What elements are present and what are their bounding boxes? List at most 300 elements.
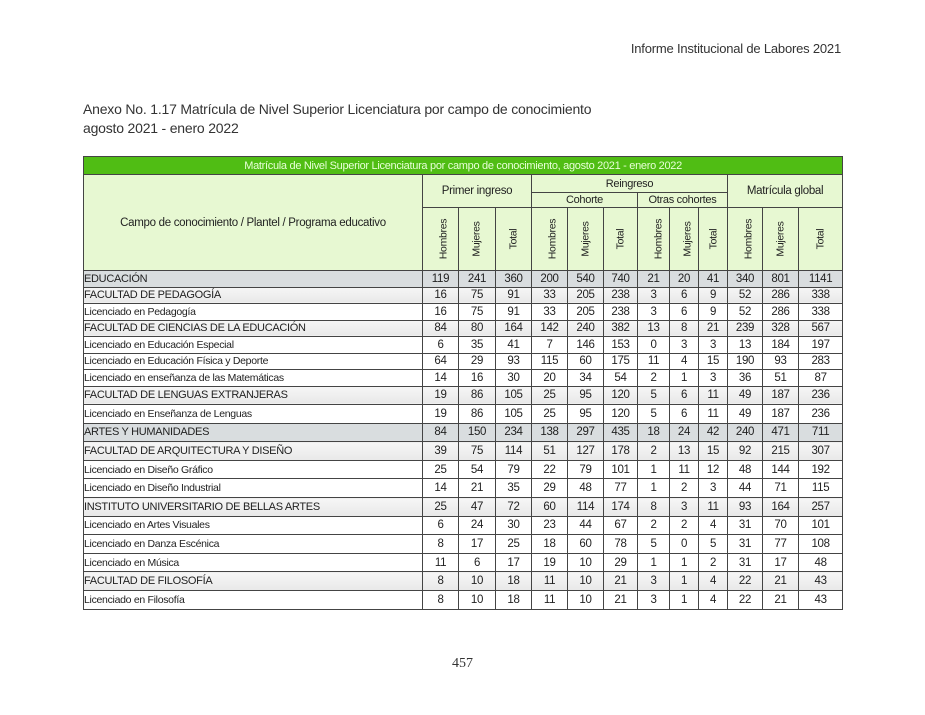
cell-value: 234 <box>496 423 532 442</box>
cell-value: 114 <box>568 498 604 517</box>
cell-value: 200 <box>532 271 568 288</box>
cell-value: 21 <box>604 572 638 591</box>
cell-value: 72 <box>496 498 532 517</box>
program-row <box>84 370 843 387</box>
cell-value: 1 <box>638 460 670 479</box>
faculty-row <box>84 287 843 304</box>
cell-value: 21 <box>699 320 728 337</box>
cell-value: 120 <box>604 405 638 424</box>
cell-value: 13 <box>670 442 699 461</box>
cell-value: 33 <box>532 304 568 321</box>
cell-value: 4 <box>699 516 728 535</box>
row-label: INSTITUTO UNIVERSITARIO DE BELLAS ARTES <box>84 498 423 517</box>
cell-value: 25 <box>532 386 568 405</box>
cell-value: 10 <box>568 553 604 572</box>
cell-value: 153 <box>604 337 638 354</box>
cell-value: 20 <box>670 271 699 288</box>
cell-value: 257 <box>799 498 843 517</box>
cell-value: 22 <box>532 460 568 479</box>
row-label: Licenciado en Educación Física y Deporte <box>84 353 423 370</box>
cell-value: 238 <box>604 304 638 321</box>
cell-value: 29 <box>532 479 568 498</box>
cell-value: 184 <box>763 337 799 354</box>
cell-value: 48 <box>728 460 763 479</box>
cell-value: 16 <box>459 370 496 387</box>
cell-value: 67 <box>604 516 638 535</box>
group-header-reingreso: Reingreso <box>532 175 728 193</box>
faculty-row <box>84 442 843 461</box>
cell-value: 18 <box>496 572 532 591</box>
cell-value: 87 <box>799 370 843 387</box>
cell-value: 101 <box>799 516 843 535</box>
cell-value: 174 <box>604 498 638 517</box>
cell-value: 42 <box>699 423 728 442</box>
cell-value: 105 <box>496 386 532 405</box>
row-label: Licenciado en Diseño Industrial <box>84 479 423 498</box>
cell-value: 5 <box>638 386 670 405</box>
cell-value: 86 <box>459 405 496 424</box>
cell-value: 18 <box>638 423 670 442</box>
cell-value: 10 <box>459 591 496 610</box>
cell-value: 115 <box>532 353 568 370</box>
cell-value: 190 <box>728 353 763 370</box>
caption-line-1: Anexo No. 1.17 Matrícula de Nivel Superior Licenciatura por campo de conocimiento <box>83 101 592 117</box>
cell-value: 14 <box>423 479 459 498</box>
cell-value: 75 <box>459 304 496 321</box>
program-row <box>84 479 843 498</box>
cell-value: 47 <box>459 498 496 517</box>
program-row <box>84 553 843 572</box>
cell-value: 54 <box>604 370 638 387</box>
cell-value: 48 <box>568 479 604 498</box>
cell-value: 41 <box>496 337 532 354</box>
cell-value: 283 <box>799 353 843 370</box>
cell-value: 93 <box>763 353 799 370</box>
cell-value: 3 <box>699 370 728 387</box>
cell-value: 43 <box>799 591 843 610</box>
group-header-primer-ingreso: Primer ingreso <box>423 175 532 208</box>
cell-value: 95 <box>568 405 604 424</box>
cell-value: 178 <box>604 442 638 461</box>
cell-value: 8 <box>423 591 459 610</box>
cell-value: 146 <box>568 337 604 354</box>
cell-value: 120 <box>604 386 638 405</box>
cell-value: 9 <box>699 287 728 304</box>
row-label: Licenciado en Música <box>84 553 423 572</box>
faculty-row <box>84 386 843 405</box>
row-label: FACULTAD DE PEDAGOGÍA <box>84 287 423 304</box>
sub-header-label: Hombres <box>546 218 559 260</box>
sub-header-label: Mujeres <box>471 221 483 257</box>
cell-value: 11 <box>699 405 728 424</box>
sub-header-label: Mujeres <box>774 221 787 257</box>
cell-value: 16 <box>423 287 459 304</box>
cell-value: 49 <box>728 386 763 405</box>
sub-header-label: Hombres <box>437 218 450 260</box>
sub-header-label: Hombres <box>652 218 665 260</box>
cell-value: 6 <box>670 304 699 321</box>
program-row <box>84 516 843 535</box>
table-caption <box>83 100 591 138</box>
cell-value: 84 <box>423 423 459 442</box>
cell-value: 175 <box>604 353 638 370</box>
cell-value: 7 <box>532 337 568 354</box>
cell-value: 18 <box>496 591 532 610</box>
cell-value: 2 <box>670 516 699 535</box>
cell-value: 30 <box>496 370 532 387</box>
category-row <box>84 423 843 442</box>
row-label: Licenciado en enseñanza de las Matemáticas <box>84 370 423 387</box>
sub-header-label: Hombres <box>742 218 755 260</box>
cell-value: 52 <box>728 304 763 321</box>
cell-value: 6 <box>423 337 459 354</box>
cell-value: 36 <box>728 370 763 387</box>
cell-value: 1 <box>670 370 699 387</box>
cell-value: 13 <box>638 320 670 337</box>
cell-value: 31 <box>728 535 763 554</box>
cell-value: 115 <box>799 479 843 498</box>
cell-value: 21 <box>604 591 638 610</box>
cell-value: 91 <box>496 304 532 321</box>
sub-header-mujeres <box>459 208 496 271</box>
cell-value: 238 <box>604 287 638 304</box>
sub-header-hombres <box>728 208 763 271</box>
cell-value: 91 <box>496 287 532 304</box>
category-row <box>84 271 843 288</box>
row-label: Licenciado en Pedagogía <box>84 304 423 321</box>
row-label: EDUCACIÓN <box>84 271 423 288</box>
cell-value: 60 <box>532 498 568 517</box>
cell-value: 34 <box>568 370 604 387</box>
cell-value: 21 <box>459 479 496 498</box>
sub-header-label: Total <box>814 228 827 250</box>
cell-value: 2 <box>638 516 670 535</box>
cell-value: 22 <box>728 591 763 610</box>
cell-value: 3 <box>638 591 670 610</box>
sub-header-hombres <box>423 208 459 271</box>
cell-value: 11 <box>670 460 699 479</box>
sub-header-mujeres <box>670 208 699 271</box>
cell-value: 142 <box>532 320 568 337</box>
sub-header-label: Total <box>707 228 719 250</box>
cell-value: 241 <box>459 271 496 288</box>
cell-value: 29 <box>459 353 496 370</box>
cell-value: 33 <box>532 287 568 304</box>
cell-value: 11 <box>638 353 670 370</box>
cell-value: 35 <box>459 337 496 354</box>
group-header-matricula-global: Matrícula global <box>728 175 843 208</box>
cell-value: 10 <box>568 572 604 591</box>
cell-value: 286 <box>763 287 799 304</box>
sub-header-label: Mujeres <box>681 221 694 257</box>
cell-value: 5 <box>699 535 728 554</box>
cell-value: 64 <box>423 353 459 370</box>
cell-value: 2 <box>638 442 670 461</box>
cell-value: 138 <box>532 423 568 442</box>
program-row <box>84 460 843 479</box>
cell-value: 119 <box>423 271 459 288</box>
cell-value: 1 <box>638 479 670 498</box>
cell-value: 95 <box>568 386 604 405</box>
cell-value: 435 <box>604 423 638 442</box>
cell-value: 17 <box>496 553 532 572</box>
cell-value: 8 <box>423 572 459 591</box>
cell-value: 51 <box>763 370 799 387</box>
cell-value: 3 <box>638 287 670 304</box>
cell-value: 11 <box>423 553 459 572</box>
cell-value: 2 <box>699 553 728 572</box>
program-row <box>84 337 843 354</box>
column-header-campo: Campo de conocimiento / Plantel / Programa educativo <box>84 175 423 271</box>
faculty-row <box>84 572 843 591</box>
table-title: Matrícula de Nivel Superior Licenciatura por campo de conocimiento, agosto 2021 - enero 2022 <box>84 157 843 175</box>
cell-value: 1 <box>638 553 670 572</box>
cell-value: 205 <box>568 304 604 321</box>
cell-value: 567 <box>799 320 843 337</box>
cell-value: 239 <box>728 320 763 337</box>
sub-header-label: Total <box>507 228 520 250</box>
sub-header-total <box>496 208 532 271</box>
cell-value: 80 <box>459 320 496 337</box>
cell-value: 164 <box>496 320 532 337</box>
cell-value: 93 <box>728 498 763 517</box>
row-label: Licenciado en Danza Escénica <box>84 535 423 554</box>
cell-value: 60 <box>568 535 604 554</box>
cell-value: 70 <box>763 516 799 535</box>
cell-value: 49 <box>728 405 763 424</box>
cell-value: 60 <box>568 353 604 370</box>
cell-value: 1141 <box>799 271 843 288</box>
cell-value: 13 <box>728 337 763 354</box>
cell-value: 29 <box>604 553 638 572</box>
cell-value: 25 <box>423 498 459 517</box>
cell-value: 75 <box>459 442 496 461</box>
cell-value: 3 <box>638 572 670 591</box>
sub-header-total <box>604 208 638 271</box>
cell-value: 6 <box>670 405 699 424</box>
cell-value: 15 <box>699 353 728 370</box>
program-row <box>84 591 843 610</box>
cell-value: 20 <box>532 370 568 387</box>
program-row <box>84 535 843 554</box>
cell-value: 205 <box>568 287 604 304</box>
row-label: Licenciado en Educación Especial <box>84 337 423 354</box>
cell-value: 19 <box>532 553 568 572</box>
enrollment-table <box>83 156 843 610</box>
cell-value: 2 <box>670 479 699 498</box>
cell-value: 14 <box>423 370 459 387</box>
cell-value: 93 <box>496 353 532 370</box>
cell-value: 4 <box>699 591 728 610</box>
cell-value: 17 <box>763 553 799 572</box>
cell-value: 21 <box>763 572 799 591</box>
cell-value: 105 <box>496 405 532 424</box>
cell-value: 108 <box>799 535 843 554</box>
cell-value: 236 <box>799 405 843 424</box>
cell-value: 187 <box>763 405 799 424</box>
cell-value: 54 <box>459 460 496 479</box>
cell-value: 127 <box>568 442 604 461</box>
cell-value: 77 <box>604 479 638 498</box>
cell-value: 51 <box>532 442 568 461</box>
cell-value: 4 <box>670 353 699 370</box>
cell-value: 9 <box>699 304 728 321</box>
cell-value: 19 <box>423 386 459 405</box>
cell-value: 338 <box>799 287 843 304</box>
cell-value: 35 <box>496 479 532 498</box>
row-label: FACULTAD DE ARQUITECTURA Y DISEÑO <box>84 442 423 461</box>
cell-value: 2 <box>638 370 670 387</box>
cell-value: 10 <box>568 591 604 610</box>
cell-value: 5 <box>638 405 670 424</box>
cell-value: 3 <box>638 304 670 321</box>
row-label: ARTES Y HUMANIDADES <box>84 423 423 442</box>
cell-value: 75 <box>459 287 496 304</box>
cell-value: 8 <box>670 320 699 337</box>
cell-value: 1 <box>670 572 699 591</box>
cell-value: 25 <box>496 535 532 554</box>
sub-header-total <box>799 208 843 271</box>
cell-value: 21 <box>763 591 799 610</box>
cell-value: 711 <box>799 423 843 442</box>
cell-value: 86 <box>459 386 496 405</box>
cell-value: 21 <box>638 271 670 288</box>
sub-header-label: Total <box>614 228 627 250</box>
cell-value: 286 <box>763 304 799 321</box>
cell-value: 18 <box>532 535 568 554</box>
cell-value: 44 <box>728 479 763 498</box>
cell-value: 24 <box>670 423 699 442</box>
row-label: Licenciado en Enseñanza de Lenguas <box>84 405 423 424</box>
program-row <box>84 405 843 424</box>
cell-value: 114 <box>496 442 532 461</box>
cell-value: 31 <box>728 553 763 572</box>
group-header-cohorte: Cohorte <box>532 193 638 208</box>
cell-value: 150 <box>459 423 496 442</box>
cell-value: 23 <box>532 516 568 535</box>
program-row <box>84 304 843 321</box>
row-label: FACULTAD DE LENGUAS EXTRANJERAS <box>84 386 423 405</box>
cell-value: 6 <box>670 287 699 304</box>
faculty-row <box>84 320 843 337</box>
cell-value: 8 <box>423 535 459 554</box>
cell-value: 6 <box>459 553 496 572</box>
cell-value: 44 <box>568 516 604 535</box>
cell-value: 5 <box>638 535 670 554</box>
cell-value: 8 <box>638 498 670 517</box>
cell-value: 215 <box>763 442 799 461</box>
cell-value: 79 <box>568 460 604 479</box>
cell-value: 84 <box>423 320 459 337</box>
cell-value: 17 <box>459 535 496 554</box>
cell-value: 25 <box>423 460 459 479</box>
cell-value: 6 <box>670 386 699 405</box>
page-number: 457 <box>452 656 473 671</box>
cell-value: 236 <box>799 386 843 405</box>
row-label: Licenciado en Filosofía <box>84 591 423 610</box>
cell-value: 164 <box>763 498 799 517</box>
cell-value: 52 <box>728 287 763 304</box>
cell-value: 24 <box>459 516 496 535</box>
cell-value: 48 <box>799 553 843 572</box>
cell-value: 11 <box>532 572 568 591</box>
program-row <box>84 353 843 370</box>
cell-value: 11 <box>532 591 568 610</box>
group-header-otras-cohortes: Otras cohortes <box>638 193 728 208</box>
cell-value: 39 <box>423 442 459 461</box>
cell-value: 79 <box>496 460 532 479</box>
sub-header-hombres <box>532 208 568 271</box>
cell-value: 78 <box>604 535 638 554</box>
cell-value: 192 <box>799 460 843 479</box>
sub-header-hombres <box>638 208 670 271</box>
cell-value: 801 <box>763 271 799 288</box>
cell-value: 25 <box>532 405 568 424</box>
cell-value: 77 <box>763 535 799 554</box>
cell-value: 19 <box>423 405 459 424</box>
cell-value: 197 <box>799 337 843 354</box>
cell-value: 3 <box>699 479 728 498</box>
row-label: FACULTAD DE CIENCIAS DE LA EDUCACIÓN <box>84 320 423 337</box>
cell-value: 240 <box>728 423 763 442</box>
cell-value: 3 <box>699 337 728 354</box>
cell-value: 10 <box>459 572 496 591</box>
running-head: Informe Institucional de Labores 2021 <box>630 41 841 56</box>
row-label: FACULTAD DE FILOSOFÍA <box>84 572 423 591</box>
cell-value: 740 <box>604 271 638 288</box>
cell-value: 15 <box>699 442 728 461</box>
cell-value: 101 <box>604 460 638 479</box>
sub-header-mujeres <box>763 208 799 271</box>
cell-value: 71 <box>763 479 799 498</box>
cell-value: 11 <box>699 498 728 517</box>
cell-value: 540 <box>568 271 604 288</box>
cell-value: 4 <box>699 572 728 591</box>
cell-value: 340 <box>728 271 763 288</box>
sub-header-label: Mujeres <box>579 221 592 257</box>
cell-value: 16 <box>423 304 459 321</box>
cell-value: 43 <box>799 572 843 591</box>
cell-value: 1 <box>670 591 699 610</box>
sub-header-mujeres <box>568 208 604 271</box>
cell-value: 12 <box>699 460 728 479</box>
cell-value: 1 <box>670 553 699 572</box>
cell-value: 3 <box>670 337 699 354</box>
cell-value: 30 <box>496 516 532 535</box>
cell-value: 31 <box>728 516 763 535</box>
cell-value: 22 <box>728 572 763 591</box>
faculty-row <box>84 498 843 517</box>
cell-value: 3 <box>670 498 699 517</box>
sub-header-total <box>699 208 728 271</box>
cell-value: 328 <box>763 320 799 337</box>
cell-value: 6 <box>423 516 459 535</box>
cell-value: 0 <box>670 535 699 554</box>
cell-value: 471 <box>763 423 799 442</box>
cell-value: 11 <box>699 386 728 405</box>
cell-value: 41 <box>699 271 728 288</box>
cell-value: 297 <box>568 423 604 442</box>
cell-value: 144 <box>763 460 799 479</box>
cell-value: 307 <box>799 442 843 461</box>
cell-value: 92 <box>728 442 763 461</box>
cell-value: 0 <box>638 337 670 354</box>
row-label: Licenciado en Diseño Gráfico <box>84 460 423 479</box>
row-label: Licenciado en Artes Visuales <box>84 516 423 535</box>
cell-value: 382 <box>604 320 638 337</box>
cell-value: 360 <box>496 271 532 288</box>
cell-value: 338 <box>799 304 843 321</box>
